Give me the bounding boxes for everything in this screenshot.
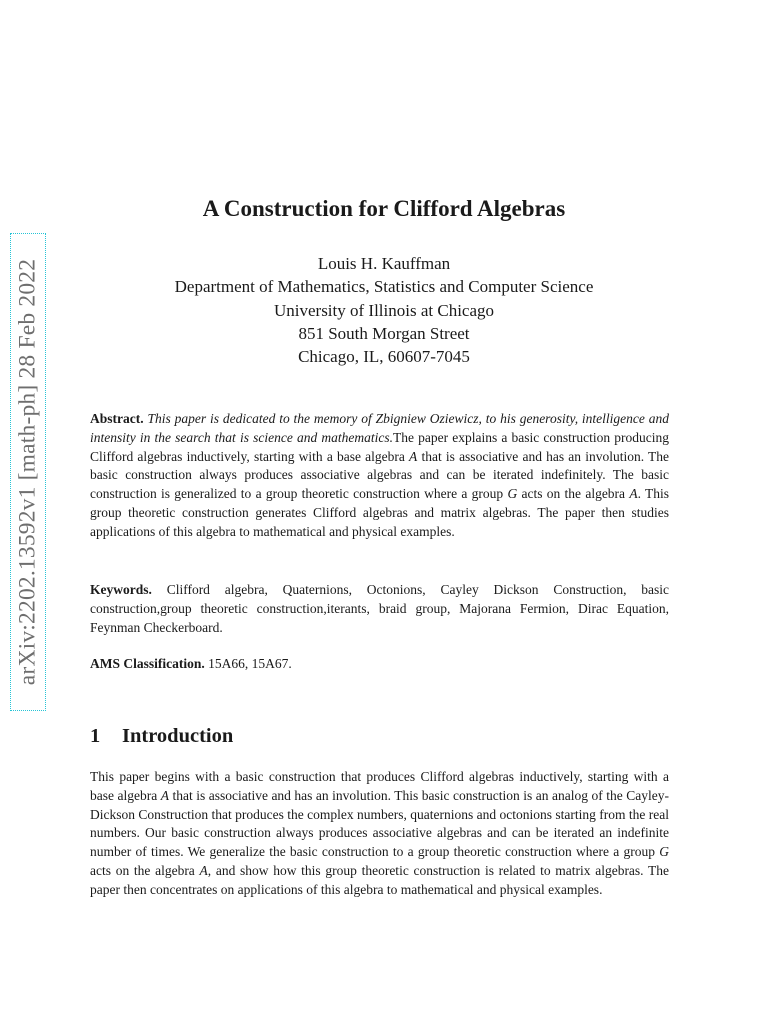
abstract <box>90 410 669 542</box>
arxiv-identifier-text: arXiv:2202.13592v1 [math-ph] 28 Feb 2022 <box>14 258 41 686</box>
abstract-text: acts on the algebra <box>517 486 630 502</box>
math-variable: G <box>659 844 669 860</box>
ams-text: 15A66, 15A67. <box>208 656 292 671</box>
paper-title: A Construction for Clifford Algebras <box>202 196 566 221</box>
section-number: 1 <box>90 725 101 747</box>
keywords-text: Clifford algebra, Quaternions, Octonions, Cayley Dickson Construction, basic construction,group theoretic construction,iterants, braid group, Majorana Fermion, Dirac Equation, Feynman Checkerboard. <box>90 582 670 635</box>
keywords-label: Keywords. <box>90 582 152 597</box>
author-city: Chicago, IL, 60607-7045 <box>298 347 470 367</box>
abstract-text: . This group theoretic construction generates Clifford algebras and matrix algebras. The paper then studies applications of this algebra to mathematical and physical examples. <box>90 486 669 539</box>
ams-label: AMS Classification. <box>90 656 205 671</box>
keywords <box>90 581 669 637</box>
author-university: University of Illinois at Chicago <box>273 300 495 320</box>
math-variable: G <box>507 486 518 502</box>
author-department: Department of Mathematics, Statistics and Computer Science <box>174 277 594 297</box>
intro-text: that is associative and has an involution. This basic construction is an analog of the Cayley-Dickson Construction that produces the complex numbers, quaternions and octonions starting from the real numbers. Our basic construction always produces associative algebras and can be iterated an indefinite number of times. We generalize the basic construction to a group theoretic construction where a group <box>90 787 669 860</box>
math-variable: A <box>409 448 418 464</box>
intro-text: acts on the algebra <box>90 862 200 878</box>
intro-text: , and show how this group theoretic construction is related to matrix algebras. The paper then concentrates on applications of this algebra to mathematical and physical examples. <box>90 862 670 897</box>
math-variable: A <box>629 486 638 502</box>
intro-text: This paper begins with a basic construction that produces Clifford algebras inductively, starting with a base algebra <box>90 769 669 803</box>
math-variable: A <box>199 862 208 878</box>
section-heading-introduction <box>90 725 233 748</box>
abstract-text: The paper explains a basic construction producing Clifford algebras inductively, starting with a base algebra <box>90 429 669 464</box>
abstract-dedication: This paper is dedicated to the memory of Zbigniew Oziewicz, to his generosity, intelligence and intensity in the search that is science and mathematics. <box>90 411 670 445</box>
abstract-text: that is associative and has an involution. The basic construction always produces associative algebras and can be iterated indefinitely. The basic construction is generalized to a group theoretic construction where a group <box>90 448 670 502</box>
ams-classification <box>90 655 669 674</box>
section-title: Introduction <box>122 725 234 747</box>
abstract-label: Abstract. <box>90 411 144 426</box>
author-name: Louis H. Kauffman <box>317 254 451 273</box>
math-variable: A <box>160 787 169 803</box>
author-block <box>0 252 768 368</box>
author-street: 851 South Morgan Street <box>298 323 470 343</box>
introduction-paragraph <box>90 768 669 900</box>
